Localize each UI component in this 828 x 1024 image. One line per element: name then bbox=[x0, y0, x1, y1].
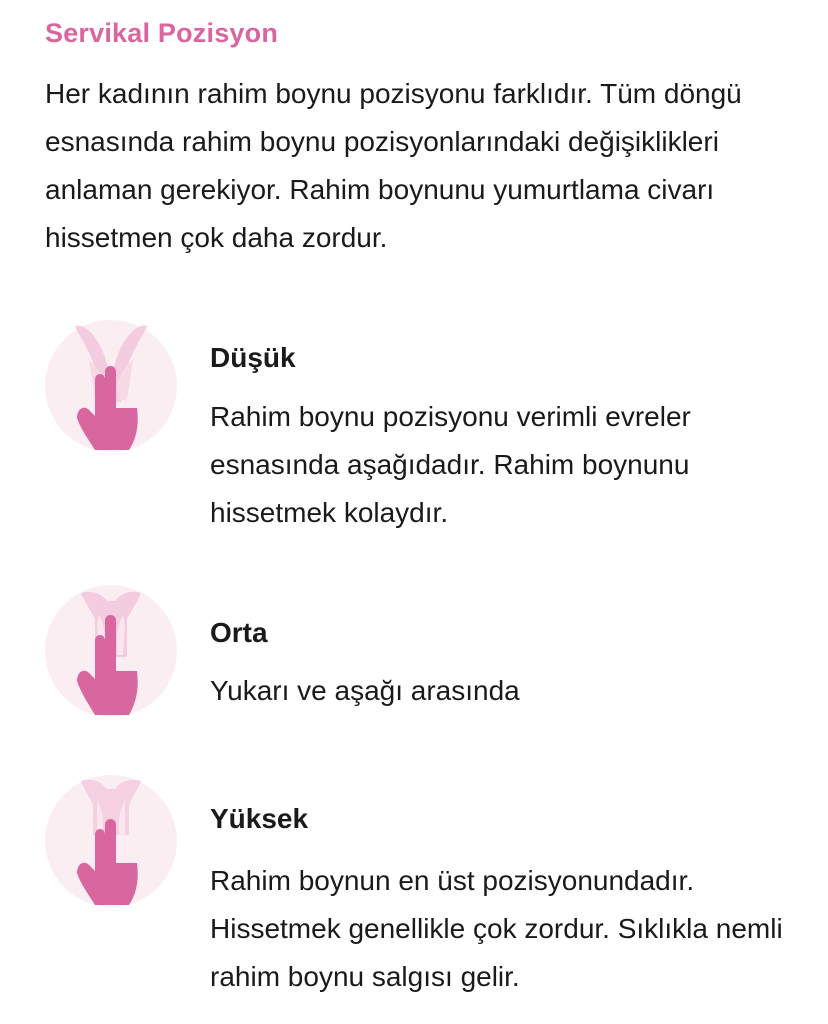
hand-finger-medium-icon bbox=[45, 585, 177, 717]
position-title-low: Düşük bbox=[210, 342, 296, 373]
hand-finger-high-icon bbox=[45, 775, 177, 907]
position-desc-high: Rahim boynun en üst pozisyonundadır. Hissetmek genellikle çok zordur. Sıklıkla nemli rahim boynu salgısı gelir. bbox=[210, 865, 783, 992]
position-desc-low: Rahim boynu pozisyonu verimli evreler esnasında aşağıdadır. Rahim boynunu hissetmek kolaydır. bbox=[210, 401, 691, 528]
section-intro: Her kadının rahim boynu pozisyonu farklıdır. Tüm döngü esnasında rahim boynu pozisyonlarındaki değişiklikleri anlaman gerekiyor. Rahim boynunu yumurtlama civarı hissetmen çok daha zordur. bbox=[45, 78, 742, 253]
position-item-low bbox=[0, 310, 828, 560]
position-title-high: Yüksek bbox=[210, 803, 309, 834]
section-title: Servikal Pozisyon bbox=[45, 18, 279, 48]
position-item-medium bbox=[0, 585, 828, 735]
position-title-medium: Orta bbox=[210, 617, 268, 648]
position-desc-medium: Yukarı ve aşağı arasında bbox=[210, 675, 520, 706]
position-item-high bbox=[0, 775, 828, 1015]
hand-finger-low-icon bbox=[45, 320, 177, 452]
